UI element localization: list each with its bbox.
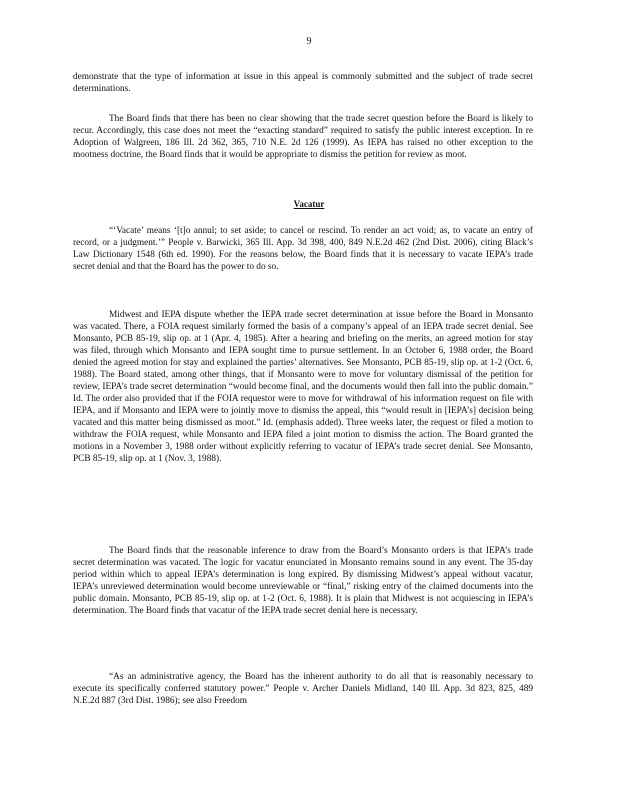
paragraph-1: demonstrate that the type of information at issue in this appeal is commonly submitted and the subject of trade secret determinations. [73, 72, 533, 94]
section-heading: Vacatur [293, 199, 325, 209]
paragraph-3: “‘Vacate’ means ‘[t]o annul; to set aside; to cancel or rescind. To render an act void; as, to vacate an entry of record, or a judgment.’” People v. Barwicki, 365 Ill. App. 3d 398, 400, 849 N.E.2d 462 (2nd Dist. 2006), citing Black’s Law Dictionary 1548 (6th ed. 1990). For the reasons below, the Board finds that it is necessary to vacate IEPA’s trade secret denial and that the Board has the power to do so. [73, 226, 533, 272]
paragraph-4: Midwest and IEPA dispute whether the IEPA trade secret determination at issue before the Board in Monsanto was vacated. There, a FOIA request similarly formed the basis of a company’s appeal of an IEPA trade secret denial. See Monsanto, PCB 85-19, slip op. at 1 (Apr. 4, 1985). After a hearing and briefing on the merits, an agreed motion for stay was filed, through which Monsanto and IEPA sought time to pursue settlement. In an October 6, 1988 order, the Board denied the agreed motion for stay and explained the parties’ alternatives. See Monsanto, PCB 85-19, slip op. at 1-2 (Oct. 6, 1988). The Board stated, among other things, that if Monsanto were to move for voluntary dismissal of the petition for review, IEPA’s trade secret determination “would become final, and the documents would then fall into the public domain.” Id. The order also provided that if the FOIA requestor were to move for withdrawal of his information request on file with IEPA, and if Monsanto and IEPA were to jointly move to dismiss the appeal, this “would result in [IEPA’s] decision being vacated and this matter being dismissed as moot.” Id. (emphasis added). Three weeks later, the request or filed a motion to withdraw the FOIA request, while Monsanto and IEPA filed a joint motion to dismiss the action. The Board granted the motions in a November 3, 1988 order without explicitly referring to vacatur of IEPA’s trade secret denial. See Monsanto, PCB 85-19, slip op. at 1 (Nov. 3, 1988). [73, 310, 533, 464]
paragraph-6: “As an administrative agency, the Board has the inherent authority to do all that is reasonably necessary to execute its specifically conferred statutory power.” People v. Archer Daniels Midland, 140 Ill. App. 3d 823, 825, 489 N.E.2d 887 (3rd Dist. 1986); see also Freedom [73, 672, 533, 706]
page-number: 9 [306, 36, 312, 47]
paragraph-5: The Board finds that the reasonable inference to draw from the Board’s Monsanto orders is that IEPA’s trade secret determination was vacated. The logic for vacatur enunciated in Monsanto remains sound in any event. The 35-day period within which to appeal IEPA’s determination is long expired. By dismissing Midwest’s appeal without vacatur, IEPA’s unreviewed determination would become unreviewable or “final,” risking entry of the claimed documents into the public domain. Monsanto, PCB 85-19, slip op. at 1-2 (Oct. 6, 1988). It is plain that Midwest is not acquiescing in IEPA’s determination. The Board finds that vacatur of the IEPA trade secret denial here is necessary. [73, 546, 533, 616]
paragraph-2: The Board finds that there has been no clear showing that the trade secret question before the Board is likely to recur. Accordingly, this case does not meet the “exacting standard” required to satisfy the public interest exception. In re Adoption of Walgreen, 186 Ill. 2d 362, 365, 710 N.E. 2d 126 (1999). As IEPA has raised no other exception to the mootness doctrine, the Board finds that it would be appropriate to dismiss the petition for review as moot. [73, 114, 533, 160]
